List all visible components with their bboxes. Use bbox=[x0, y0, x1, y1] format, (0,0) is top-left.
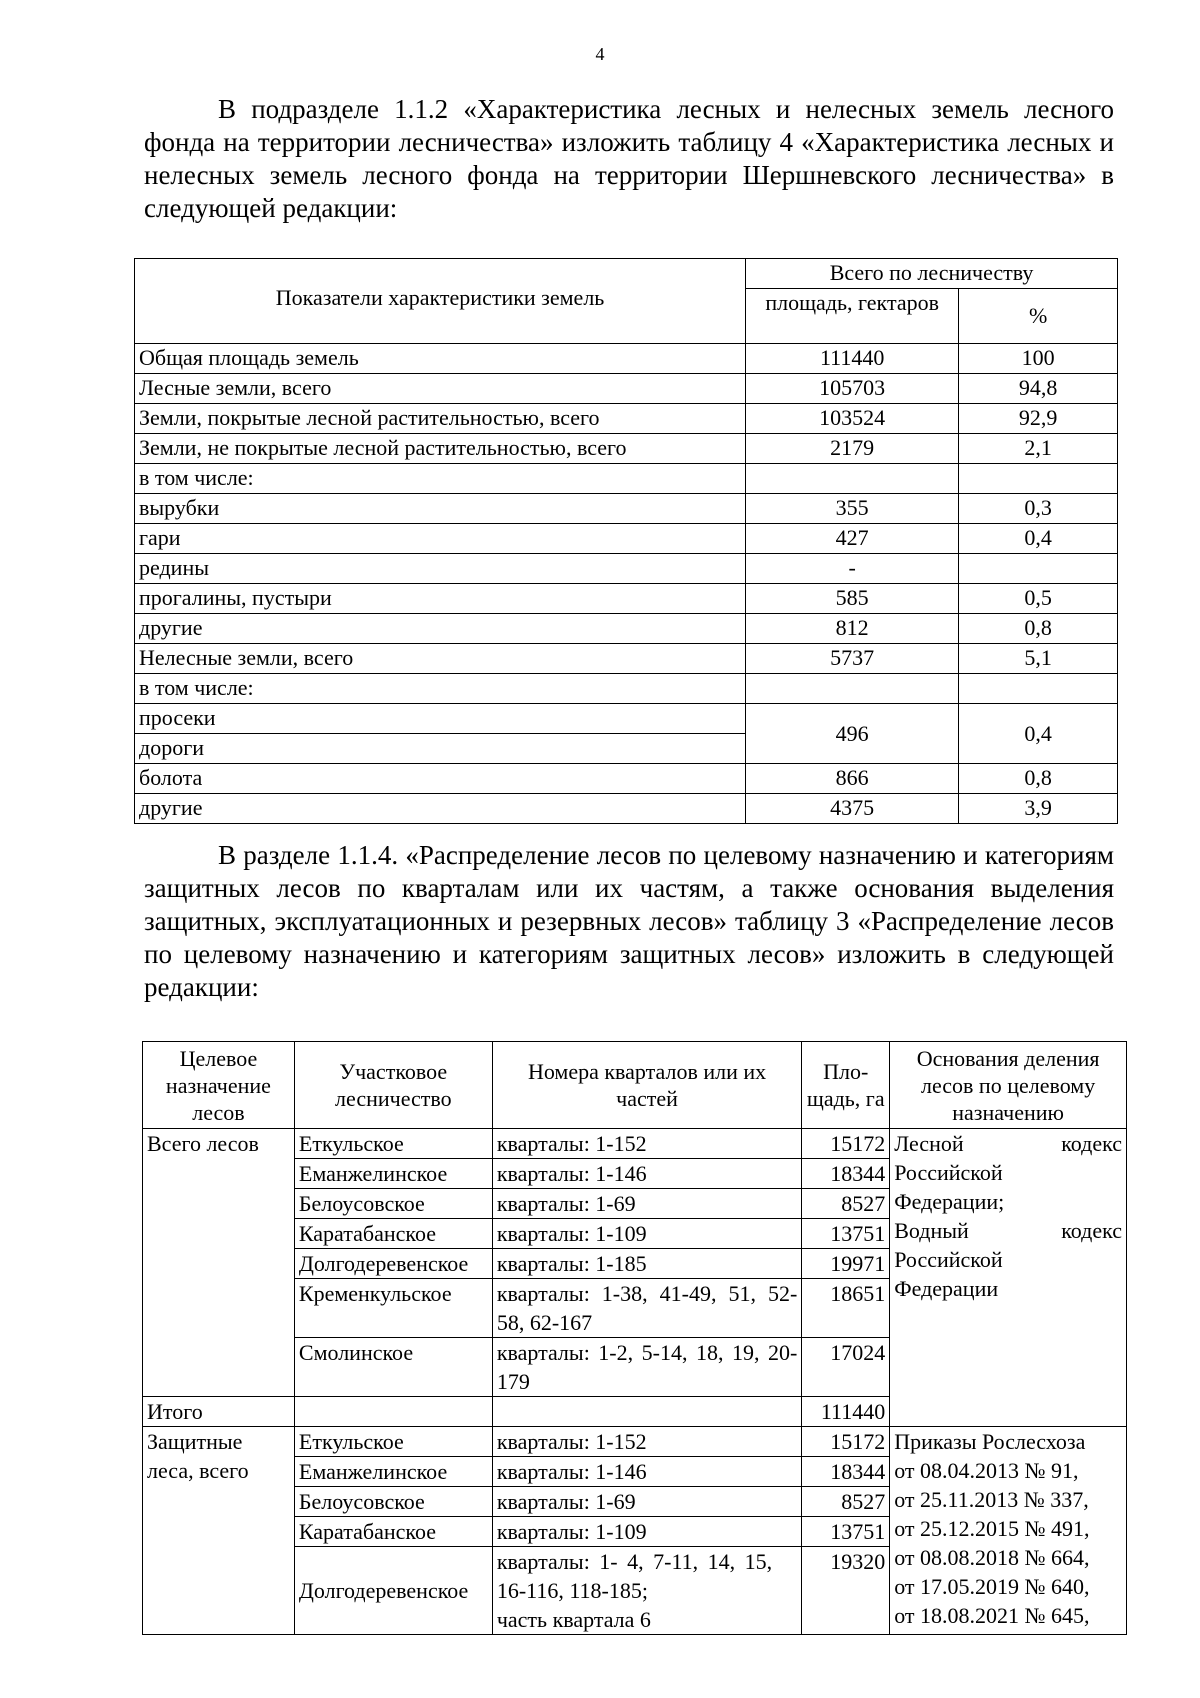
area-value: 19971 bbox=[802, 1249, 890, 1279]
basis-line: кодекс bbox=[1061, 1131, 1122, 1156]
basis-order-line: от 18.08.2021 № 645, bbox=[894, 1603, 1090, 1628]
row-percent: 5,1 bbox=[959, 644, 1118, 674]
quarters-line: кварталы: 1- 4, 7-11, 14, 15, bbox=[496, 1549, 773, 1574]
row-percent: 2,1 bbox=[959, 434, 1118, 464]
row-label: в том числе: bbox=[135, 674, 746, 704]
header-forestry: Участковое лесничество bbox=[294, 1042, 492, 1129]
area-value: 13751 bbox=[802, 1517, 890, 1547]
forestry-name: Еманжелинское bbox=[294, 1159, 492, 1189]
header-percent: % bbox=[959, 289, 1118, 344]
row-percent: 0,5 bbox=[959, 584, 1118, 614]
row-area: 496 bbox=[746, 704, 959, 764]
row-percent: 94,8 bbox=[959, 374, 1118, 404]
table-row bbox=[143, 1427, 1127, 1457]
row-area: 111440 bbox=[746, 344, 959, 374]
row-area: 585 bbox=[746, 584, 959, 614]
page-number: 4 bbox=[595, 44, 605, 64]
row-percent: 0,8 bbox=[959, 764, 1118, 794]
forestry-name: Долгодеревенское bbox=[294, 1547, 492, 1635]
table-row bbox=[135, 404, 1118, 434]
basis-codes bbox=[890, 1129, 1127, 1397]
row-label: гари bbox=[135, 524, 746, 554]
quarters: кварталы: 1-152 bbox=[492, 1427, 801, 1457]
total-forestry-empty bbox=[294, 1397, 492, 1427]
row-percent: 0,4 bbox=[959, 524, 1118, 554]
row-percent: 0,3 bbox=[959, 494, 1118, 524]
row-percent: 0,8 bbox=[959, 614, 1118, 644]
forestry-name: Белоусовское bbox=[294, 1189, 492, 1219]
quarters: кварталы: 1-146 bbox=[492, 1159, 801, 1189]
row-label: Общая площадь земель bbox=[135, 344, 746, 374]
table-row bbox=[135, 764, 1118, 794]
basis-order-line: Приказы Рослесхоза bbox=[894, 1429, 1086, 1454]
header-area: Пло-щадь, га bbox=[802, 1042, 890, 1129]
quarters-line: часть квартала 6 bbox=[496, 1607, 651, 1632]
forestry-name: Еткульское bbox=[294, 1427, 492, 1457]
quarters bbox=[492, 1547, 801, 1635]
forestry-name: Каратабанское bbox=[294, 1219, 492, 1249]
row-area: 812 bbox=[746, 614, 959, 644]
row-label: другие bbox=[135, 794, 746, 824]
row-label: прогалины, пустыри bbox=[135, 584, 746, 614]
quarters: кварталы: 1-146 bbox=[492, 1457, 801, 1487]
basis-line: Водный bbox=[894, 1218, 969, 1243]
row-area: - bbox=[746, 554, 959, 584]
basis-line: Российской bbox=[894, 1247, 1003, 1272]
land-characteristics-table bbox=[134, 258, 1118, 824]
table-row bbox=[135, 584, 1118, 614]
area-value: 17024 bbox=[802, 1338, 890, 1397]
quarters-line: 16-116, 118-185; bbox=[496, 1578, 648, 1603]
table-row bbox=[135, 524, 1118, 554]
row-label: Земли, не покрытые лесной растительностью, всего bbox=[135, 434, 746, 464]
table-row bbox=[135, 344, 1118, 374]
area-value: 18344 bbox=[802, 1159, 890, 1189]
quarters: кварталы: 1-69 bbox=[492, 1189, 801, 1219]
quarters: кварталы: 1-2, 5-14, 18, 19, 20-179 bbox=[492, 1338, 801, 1397]
forest-distribution-table bbox=[142, 1041, 1127, 1635]
header-quarters: Номера кварталов или их частей bbox=[492, 1042, 801, 1129]
row-area bbox=[746, 674, 959, 704]
basis-line: Российской bbox=[894, 1160, 1003, 1185]
area-value: 18344 bbox=[802, 1457, 890, 1487]
row-area: 427 bbox=[746, 524, 959, 554]
header-purpose: Целевое назначение лесов bbox=[143, 1042, 295, 1129]
basis-line: кодекс bbox=[1061, 1218, 1122, 1243]
row-label: Земли, покрытые лесной растительностью, всего bbox=[135, 404, 746, 434]
forestry-name: Кременкульское bbox=[294, 1279, 492, 1338]
forestry-name: Каратабанское bbox=[294, 1517, 492, 1547]
row-label: в том числе: bbox=[135, 464, 746, 494]
table-row bbox=[135, 434, 1118, 464]
total-quarters-empty bbox=[492, 1397, 801, 1427]
row-label: Нелесные земли, всего bbox=[135, 644, 746, 674]
basis-line: Федерации; bbox=[894, 1189, 1005, 1214]
table-row bbox=[135, 554, 1118, 584]
purpose-all-forests: Всего лесов bbox=[143, 1129, 295, 1397]
header-indicator: Показатели характеристики земель bbox=[135, 259, 746, 344]
row-percent: 3,9 bbox=[959, 794, 1118, 824]
area-value: 15172 bbox=[802, 1129, 890, 1159]
forestry-name: Долгодеревенское bbox=[294, 1249, 492, 1279]
area-value: 18651 bbox=[802, 1279, 890, 1338]
table-row bbox=[135, 704, 1118, 734]
total-label: Итого bbox=[143, 1397, 295, 1427]
row-area: 866 bbox=[746, 764, 959, 794]
row-area: 355 bbox=[746, 494, 959, 524]
row-label: Лесные земли, всего bbox=[135, 374, 746, 404]
row-area: 5737 bbox=[746, 644, 959, 674]
basis-line: Лесной bbox=[894, 1131, 964, 1156]
row-area: 103524 bbox=[746, 404, 959, 434]
row-percent bbox=[959, 464, 1118, 494]
table-row bbox=[135, 794, 1118, 824]
area-value: 8527 bbox=[802, 1189, 890, 1219]
header-total: Всего по лесничеству bbox=[746, 259, 1118, 289]
row-area: 2179 bbox=[746, 434, 959, 464]
intro-paragraph-2: В разделе 1.1.4. «Распределение лесов по целевому назначению и категориям защитных лесов по кварталам или их частям, а также основания выделения защитных, эксплуатационных и резервных лесов» таблицу 3 «Распределение лесов по целевому назначению и категориям защитных лесов» изложить в следующей редакции: bbox=[144, 840, 1114, 1002]
table-row bbox=[135, 674, 1118, 704]
area-value: 15172 bbox=[802, 1427, 890, 1457]
row-label: редины bbox=[135, 554, 746, 584]
basis-order-line: от 25.11.2013 № 337, bbox=[894, 1487, 1089, 1512]
header-basis: Основания деления лесов по целевому назначению bbox=[890, 1042, 1127, 1129]
row-percent: 92,9 bbox=[959, 404, 1118, 434]
area-value: 13751 bbox=[802, 1219, 890, 1249]
total-area: 111440 bbox=[802, 1397, 890, 1427]
forestry-name: Еткульское bbox=[294, 1129, 492, 1159]
quarters: кварталы: 1-38, 41-49, 51, 52-58, 62-167 bbox=[492, 1279, 801, 1338]
table-row bbox=[135, 644, 1118, 674]
quarters: кварталы: 1-152 bbox=[492, 1129, 801, 1159]
table-row bbox=[135, 374, 1118, 404]
row-label: вырубки bbox=[135, 494, 746, 524]
table-row bbox=[135, 494, 1118, 524]
quarters: кварталы: 1-109 bbox=[492, 1517, 801, 1547]
forestry-name: Еманжелинское bbox=[294, 1457, 492, 1487]
row-label: дороги bbox=[135, 734, 746, 764]
area-value: 8527 bbox=[802, 1487, 890, 1517]
header-area: площадь, гектаров bbox=[746, 289, 959, 344]
table-row bbox=[143, 1129, 1127, 1159]
basis-line: Федерации bbox=[894, 1276, 999, 1301]
quarters: кварталы: 1-185 bbox=[492, 1249, 801, 1279]
table-row bbox=[135, 614, 1118, 644]
total-row bbox=[143, 1397, 1127, 1427]
basis-order-line: от 08.08.2018 № 664, bbox=[894, 1545, 1090, 1570]
basis-order-line: от 08.04.2013 № 91, bbox=[894, 1458, 1079, 1483]
row-area: 4375 bbox=[746, 794, 959, 824]
row-percent bbox=[959, 674, 1118, 704]
row-label: просеки bbox=[135, 704, 746, 734]
row-percent: 100 bbox=[959, 344, 1118, 374]
quarters: кварталы: 1-69 bbox=[492, 1487, 801, 1517]
forestry-name: Белоусовское bbox=[294, 1487, 492, 1517]
total-basis-empty bbox=[890, 1397, 1127, 1427]
purpose-protective: Защитные леса, всего bbox=[143, 1427, 295, 1635]
table-row bbox=[135, 464, 1118, 494]
row-percent: 0,4 bbox=[959, 704, 1118, 764]
row-label: болота bbox=[135, 764, 746, 794]
basis-order-line: от 17.05.2019 № 640, bbox=[894, 1574, 1090, 1599]
row-percent bbox=[959, 554, 1118, 584]
forestry-name: Смолинское bbox=[294, 1338, 492, 1397]
area-value: 19320 bbox=[802, 1547, 890, 1635]
intro-paragraph-1: В подразделе 1.1.2 «Характеристика лесных и нелесных земель лесного фонда на территории лесничества» изложить таблицу 4 «Характеристика лесных и нелесных земель лесного фонда на территории Шершневского лесничества» в следующей редакции: bbox=[144, 94, 1114, 223]
row-area bbox=[746, 464, 959, 494]
row-area: 105703 bbox=[746, 374, 959, 404]
basis-order-line: от 25.12.2015 № 491, bbox=[894, 1516, 1090, 1541]
row-label: другие bbox=[135, 614, 746, 644]
basis-orders bbox=[890, 1427, 1127, 1635]
quarters: кварталы: 1-109 bbox=[492, 1219, 801, 1249]
